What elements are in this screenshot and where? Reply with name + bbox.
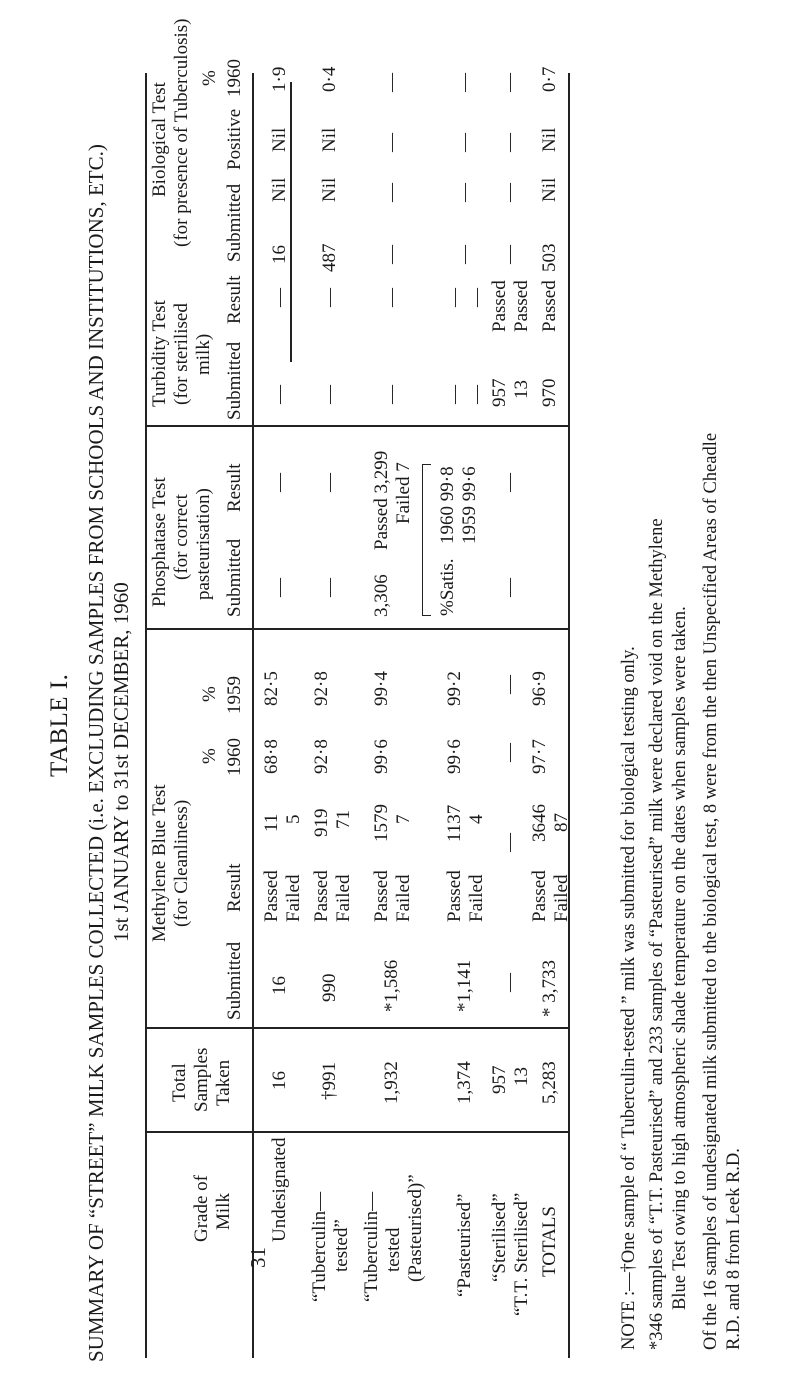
row2-bio-1959: 0·4 xyxy=(319,66,340,92)
row4-bio-submitted: — xyxy=(454,245,475,264)
row1-bio-submitted: 16 xyxy=(269,245,290,264)
header-mb-result: Result xyxy=(224,863,245,912)
header-grade: Grade of xyxy=(191,1175,212,1242)
header-ph-submitted: Submitted xyxy=(224,538,245,617)
row1-mb-failed: Failed xyxy=(283,874,304,922)
header-total-3: Taken xyxy=(213,1059,234,1106)
row1-mb-failed-n: 5 xyxy=(283,814,304,824)
row5-grade-2: “T.T. Sterilised” xyxy=(511,1192,532,1316)
row1-mb-1959: 82·5 xyxy=(261,671,282,706)
row3-tu-submitted: — xyxy=(381,385,402,404)
row6-mb-passed-n: 3646 xyxy=(529,804,550,842)
header-ph-result: Result xyxy=(224,463,245,512)
row1-bio-1959: 1·9 xyxy=(269,66,290,92)
row4-bio-1960: — xyxy=(454,133,475,152)
table-date-range: 1st JANUARY to 31st DECEMBER, 1960 xyxy=(109,582,133,942)
row3-bio-positive: — xyxy=(381,183,402,202)
row2-mb-failed-n: 71 xyxy=(333,810,354,829)
row5-mb-result: — xyxy=(499,833,520,852)
row6-grade: TOTALS xyxy=(539,1206,560,1277)
row3-mb-failed: Failed xyxy=(393,874,414,922)
row1-mb-submitted: 16 xyxy=(269,976,290,995)
row4-tu-result-2: — xyxy=(466,288,487,307)
row3-mb-submitted: *1,586 xyxy=(381,959,402,1012)
row5-tu-submitted-2: 13 xyxy=(511,380,532,399)
row2-grade: “Tuberculin— xyxy=(309,1191,330,1302)
header-bio-1960: 1960 xyxy=(224,59,245,97)
row3-grade: “Tuberculin— xyxy=(361,1191,382,1302)
row3-mb-1960: 99·6 xyxy=(371,739,392,774)
header-tu-result: Result xyxy=(224,275,245,324)
row5-mb-1959: — xyxy=(499,675,520,694)
row6-total: 5,283 xyxy=(539,1061,560,1104)
note-line-4: Of the 16 samples of undesignated milk submitted to the biological test, 8 were from the then Unspecified Areas of Cheadle xyxy=(701,432,721,1350)
header-biological: Biological Test xyxy=(149,82,170,197)
row3-mb-1959: 99·4 xyxy=(371,671,392,706)
header-phosphatase-3: pasteurisation) xyxy=(193,488,214,600)
row4-tu-submitted-2: — xyxy=(466,385,487,404)
row6-mb-1960: 97·7 xyxy=(529,739,550,774)
header-biological-2: (for presence of Tuberculosis) xyxy=(171,18,192,247)
table-top-rule xyxy=(145,73,147,1358)
row6-bio-1960: Nil xyxy=(539,127,560,152)
header-turbidity-2: (for sterilised xyxy=(171,303,192,405)
row2-mb-submitted: 990 xyxy=(319,973,340,1002)
header-phosphatase-2: (for correct xyxy=(171,494,192,580)
row2-ph-submitted: — xyxy=(319,578,340,597)
col-sep-2 xyxy=(145,1028,568,1030)
row3-bio-submitted: — xyxy=(381,245,402,264)
header-turbidity: Turbidity Test xyxy=(149,300,170,407)
row4-mb-passed-n: 1137 xyxy=(444,804,465,842)
row4-total: 1,374 xyxy=(454,1061,475,1104)
row1-ph-submitted: — xyxy=(269,578,290,597)
row1-grade: Undesignated xyxy=(269,1137,290,1242)
header-bio-positive: Positive xyxy=(224,108,245,170)
row1-tu-result: — xyxy=(269,288,290,307)
row5-total-2: 13 xyxy=(511,1067,532,1086)
row4-bio-positive: — xyxy=(454,183,475,202)
row6-mb-failed-n: 87 xyxy=(551,813,572,832)
row1-ph-result: — xyxy=(269,473,290,492)
row6-bio-positive: Nil xyxy=(539,177,560,202)
col-sep-1 xyxy=(145,1132,568,1134)
row3-ph-failed: Failed 7 xyxy=(393,462,414,524)
header-mb-1959: 1959 xyxy=(224,676,245,714)
row1-mb-passed: Passed xyxy=(261,870,282,922)
row4-tu-result: — xyxy=(444,288,465,307)
row5-grade: “Sterilised” xyxy=(489,1193,510,1282)
row4-mb-passed: Passed xyxy=(444,870,465,922)
row3-ph-satis-1960: 1960 99·8 xyxy=(437,466,458,544)
row3-mb-failed-n: 7 xyxy=(393,814,414,824)
row3-tu-result: — xyxy=(381,288,402,307)
row5-tu-submitted: 957 xyxy=(489,378,510,407)
header-mb-1960: 1960 xyxy=(224,738,245,776)
row5-mb-1960: — xyxy=(499,743,520,762)
row2-tu-submitted: — xyxy=(319,385,340,404)
col-sep-4 xyxy=(145,426,568,428)
row3-ph-satis-1959: 1959 99·6 xyxy=(459,466,480,544)
row4-grade: “Pasteurised” xyxy=(454,1193,475,1297)
table-bottom-rule xyxy=(568,73,570,1358)
row6-tu-submitted: 970 xyxy=(539,378,560,407)
row3-mb-passed: Passed xyxy=(371,870,392,922)
row5-bio-1959: — xyxy=(499,73,520,92)
header-mb-pct60: % xyxy=(199,748,220,764)
row6-mb-passed: Passed xyxy=(529,870,550,922)
header-methylene-2: (for Cleanliness) xyxy=(171,799,192,927)
row1-bio-positive: Nil xyxy=(269,177,290,202)
row3-total: 1,932 xyxy=(381,1061,402,1104)
note-line-1: NOTE :—†One sample of “ Tuberculin-tested ” milk was submitted for biological testing only. xyxy=(619,646,639,1350)
header-turbidity-3: milk) xyxy=(193,333,214,375)
header-mb-submitted: Submitted xyxy=(224,941,245,1020)
row6-mb-submitted: * 3,733 xyxy=(539,960,560,1017)
row2-bio-positive: Nil xyxy=(319,177,340,202)
row5-bio-1960: — xyxy=(499,133,520,152)
row2-total: †991 xyxy=(319,1062,340,1100)
row5-tu-result-2: Passed xyxy=(511,280,532,332)
note-line-2: *346 samples of “T.T. Pasteurised” and 233 samples of “Pasteurised” milk were declared void on the Methylene xyxy=(647,518,667,1350)
row2-tu-result: — xyxy=(319,288,340,307)
row2-bio-submitted: 487 xyxy=(319,243,340,272)
row1-total: 16 xyxy=(269,1071,290,1090)
row6-bio-1959: 0·7 xyxy=(539,66,560,92)
row3-mb-passed-n: 1579 xyxy=(371,804,392,842)
row4-mb-submitted: *1,141 xyxy=(454,959,475,1012)
header-mb-pct59: % xyxy=(199,686,220,702)
table-header-rule xyxy=(252,73,254,1358)
header-bio-pct60: % xyxy=(199,70,220,86)
row3-ph-submitted: 3,306 xyxy=(371,574,392,617)
row4-mb-failed: Failed xyxy=(466,874,487,922)
header-bio-submitted: Submitted xyxy=(224,183,245,262)
row2-mb-failed: Failed xyxy=(333,874,354,922)
row2-ph-result: — xyxy=(319,473,340,492)
row2-mb-1960: 92·8 xyxy=(311,739,332,774)
header-total-2: Samples xyxy=(191,1047,212,1112)
row3-bio-1960: — xyxy=(381,133,402,152)
row5-ph-submitted: — xyxy=(499,578,520,597)
note-line-5: R.D. and 8 from Leek R.D. xyxy=(724,1148,744,1350)
row4-bio-1959: — xyxy=(454,73,475,92)
row5-bio-positive: — xyxy=(499,183,520,202)
page-number: 31 xyxy=(246,1247,270,1268)
row4-tu-submitted: — xyxy=(444,385,465,404)
row6-mb-1959: 96·9 xyxy=(529,671,550,706)
row6-mb-failed: Failed xyxy=(551,874,572,922)
row5-tu-result: Passed xyxy=(489,280,510,332)
table-title: TABLE I. xyxy=(46,673,73,777)
row3-ph-passed: Passed 3,299 xyxy=(371,450,392,550)
row5-mb-submitted: — xyxy=(499,973,520,992)
row2-mb-passed-n: 919 xyxy=(311,808,332,837)
row3-grade-2: tested xyxy=(383,1227,404,1272)
table-subtitle: SUMMARY OF “STREET” MILK SAMPLES COLLECTED (i.e. EXCLUDING SAMPLES FROM SCHOOLS AND INSTITUTIONS, ETC.) xyxy=(84,144,108,1362)
header-total: Total xyxy=(169,1063,190,1102)
row5-ph-result: — xyxy=(499,473,520,492)
row6-bio-submitted: 503 xyxy=(539,243,560,272)
row2-mb-1959: 92·8 xyxy=(311,671,332,706)
row4-mb-failed-n: 4 xyxy=(466,814,487,824)
row4-mb-1960: 99·6 xyxy=(444,739,465,774)
row1-tu-submitted: — xyxy=(269,385,290,404)
header-phosphatase: Phosphatase Test xyxy=(149,477,170,607)
row6-tu-result: Passed xyxy=(539,280,560,332)
row2-grade-2: tested” xyxy=(331,1219,352,1272)
note-line-3: Blue Test owing to high atmospheric shade temperature on the dates when samples were taken. xyxy=(670,606,690,1310)
header-methylene: Methylene Blue Test xyxy=(149,784,170,942)
row2-bio-1960: Nil xyxy=(319,127,340,152)
col-sep-3 xyxy=(145,629,568,631)
row5-bio-submitted: — xyxy=(499,245,520,264)
row1-mb-passed-n: 11 xyxy=(261,813,282,832)
row3-grade-3: (Pasteurised)” xyxy=(405,1174,426,1282)
row1-bio-1960: Nil xyxy=(269,127,290,152)
row3-bio-1959: — xyxy=(381,73,402,92)
phosphatase-satis-brace xyxy=(422,464,431,616)
header-tu-submitted: Submitted xyxy=(224,341,245,420)
row3-ph-satis-label: %Satis. xyxy=(437,558,458,616)
row2-mb-passed: Passed xyxy=(311,870,332,922)
row5-total: 957 xyxy=(489,1065,510,1094)
row-sep-a xyxy=(290,82,292,362)
row4-mb-1959: 99·2 xyxy=(444,671,465,706)
header-grade-2: Milk xyxy=(213,1193,234,1230)
row1-mb-1960: 68·8 xyxy=(261,739,282,774)
